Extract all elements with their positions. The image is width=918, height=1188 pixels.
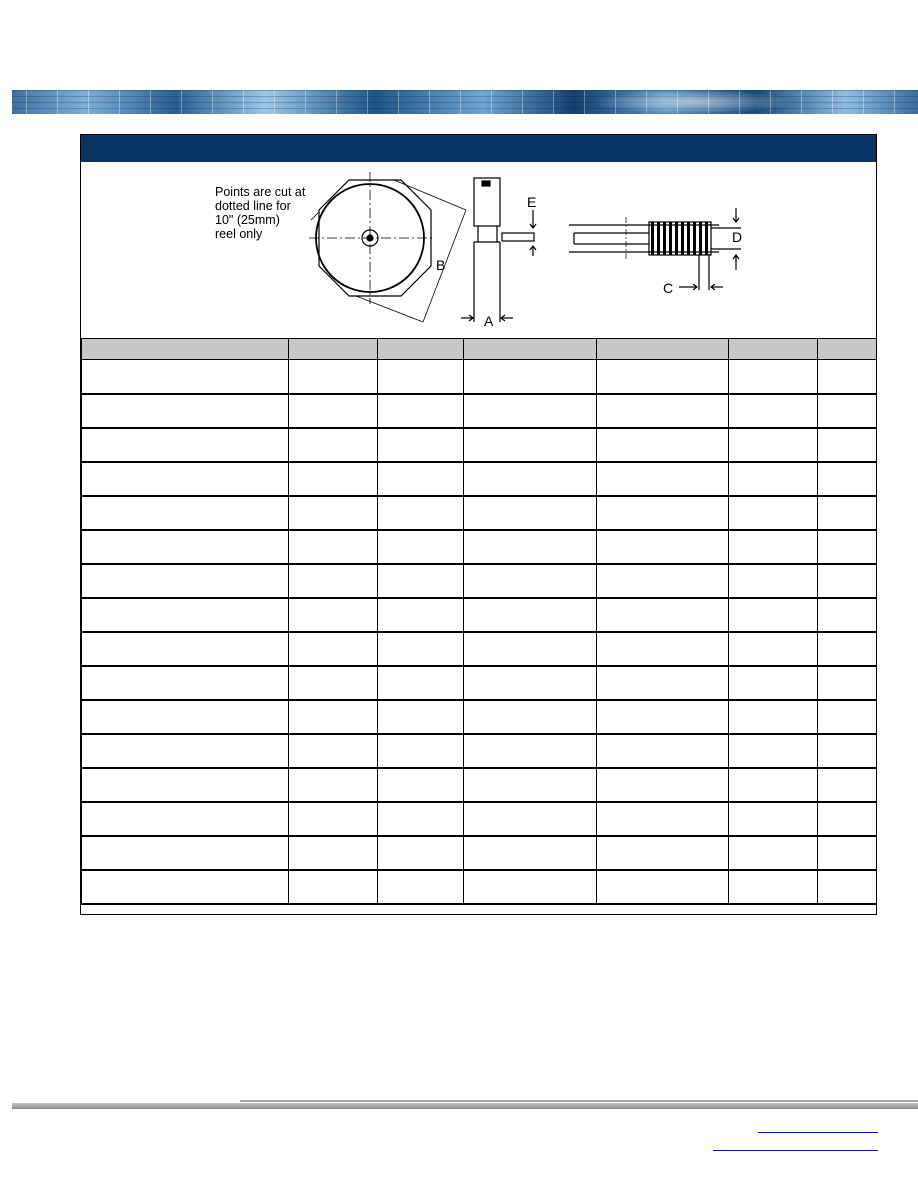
table-cell bbox=[82, 836, 289, 870]
table-cell bbox=[818, 428, 877, 462]
table-cell bbox=[729, 666, 818, 700]
table-cell bbox=[464, 802, 597, 836]
table-cell bbox=[82, 394, 289, 428]
table-cell bbox=[289, 700, 378, 734]
table-cell bbox=[464, 564, 597, 598]
table-cell bbox=[464, 666, 597, 700]
table-cell bbox=[289, 496, 378, 530]
table-cell bbox=[818, 598, 877, 632]
table-cell bbox=[289, 836, 378, 870]
table-cell bbox=[729, 734, 818, 768]
table-cell bbox=[818, 462, 877, 496]
panel-title bbox=[81, 135, 876, 162]
table-cell bbox=[818, 768, 877, 802]
table-row bbox=[82, 394, 877, 428]
table-cell bbox=[289, 462, 378, 496]
footer-rule-accent bbox=[240, 1100, 918, 1102]
table-cell bbox=[818, 496, 877, 530]
table-cell bbox=[289, 598, 378, 632]
reel-diagram bbox=[81, 162, 876, 337]
table-cell bbox=[597, 870, 729, 904]
table-cell bbox=[378, 734, 464, 768]
diagram-note: Points are cut at dotted line for 10" (25mm) reel only bbox=[215, 185, 306, 241]
table-row bbox=[82, 632, 877, 666]
table-cell bbox=[818, 394, 877, 428]
label-e: E bbox=[527, 194, 537, 210]
table-cell bbox=[289, 530, 378, 564]
reel-spec-table bbox=[81, 338, 877, 905]
table-cell bbox=[378, 700, 464, 734]
label-c: C bbox=[663, 280, 674, 296]
table-cell bbox=[289, 666, 378, 700]
table-cell bbox=[378, 768, 464, 802]
reel-dimensions-panel bbox=[80, 134, 877, 915]
column-header bbox=[597, 339, 729, 360]
table-cell bbox=[729, 802, 818, 836]
table-cell bbox=[289, 870, 378, 904]
label-b: B bbox=[436, 257, 446, 273]
table-cell bbox=[464, 734, 597, 768]
footer-rule bbox=[12, 1103, 918, 1109]
table-row bbox=[82, 768, 877, 802]
footer-link-1[interactable] bbox=[758, 1120, 878, 1133]
table-cell bbox=[729, 530, 818, 564]
table-cell bbox=[289, 632, 378, 666]
table-cell bbox=[378, 530, 464, 564]
table-cell bbox=[378, 428, 464, 462]
table-cell bbox=[597, 428, 729, 462]
table-cell bbox=[378, 870, 464, 904]
table-cell bbox=[818, 632, 877, 666]
table-cell bbox=[729, 462, 818, 496]
table-cell bbox=[597, 768, 729, 802]
table-cell bbox=[378, 496, 464, 530]
table-cell bbox=[378, 836, 464, 870]
table-cell bbox=[729, 632, 818, 666]
table-cell bbox=[597, 360, 729, 394]
table-cell bbox=[729, 598, 818, 632]
table-cell bbox=[464, 530, 597, 564]
table-cell bbox=[289, 564, 378, 598]
table-cell bbox=[464, 462, 597, 496]
table-cell bbox=[818, 836, 877, 870]
table-cell bbox=[818, 802, 877, 836]
table-cell bbox=[597, 666, 729, 700]
table-cell bbox=[597, 462, 729, 496]
table-cell bbox=[597, 700, 729, 734]
table-cell bbox=[597, 530, 729, 564]
table-cell bbox=[729, 870, 818, 904]
column-header bbox=[464, 339, 597, 360]
table-cell bbox=[82, 530, 289, 564]
table-cell bbox=[729, 836, 818, 870]
table-row bbox=[82, 802, 877, 836]
column-header bbox=[82, 339, 289, 360]
table-cell bbox=[82, 496, 289, 530]
table-cell bbox=[464, 496, 597, 530]
reel-side-hub bbox=[502, 233, 534, 241]
table-row bbox=[82, 734, 877, 768]
column-header bbox=[818, 339, 877, 360]
table-cell bbox=[82, 598, 289, 632]
table-cell bbox=[729, 394, 818, 428]
label-a: A bbox=[484, 313, 494, 329]
table-cell bbox=[464, 700, 597, 734]
column-header bbox=[378, 339, 464, 360]
table-cell bbox=[729, 700, 818, 734]
table-cell bbox=[378, 802, 464, 836]
table-cell bbox=[464, 870, 597, 904]
circuit-board-banner bbox=[12, 90, 918, 114]
table-cell bbox=[82, 564, 289, 598]
table-cell bbox=[597, 836, 729, 870]
table-cell bbox=[289, 428, 378, 462]
table-cell bbox=[82, 666, 289, 700]
table-cell bbox=[82, 734, 289, 768]
table-cell bbox=[597, 496, 729, 530]
table-row bbox=[82, 700, 877, 734]
table-cell bbox=[464, 360, 597, 394]
footer-link-2[interactable] bbox=[713, 1138, 878, 1151]
table-cell bbox=[378, 666, 464, 700]
table-row bbox=[82, 836, 877, 870]
table-cell bbox=[378, 394, 464, 428]
table-row bbox=[82, 530, 877, 564]
table-cell bbox=[464, 428, 597, 462]
table-cell bbox=[82, 802, 289, 836]
table-cell bbox=[82, 360, 289, 394]
table-row bbox=[82, 496, 877, 530]
table-cell bbox=[378, 360, 464, 394]
table-cell bbox=[818, 666, 877, 700]
table-cell bbox=[464, 836, 597, 870]
table-cell bbox=[818, 530, 877, 564]
column-header bbox=[729, 339, 818, 360]
table-cell bbox=[378, 632, 464, 666]
table-cell bbox=[818, 870, 877, 904]
table-cell bbox=[82, 700, 289, 734]
table-cell bbox=[818, 700, 877, 734]
table-row bbox=[82, 564, 877, 598]
table-cell bbox=[378, 462, 464, 496]
column-header bbox=[289, 339, 378, 360]
table-cell bbox=[818, 734, 877, 768]
table-cell bbox=[289, 360, 378, 394]
table-row bbox=[82, 360, 877, 394]
table-cell bbox=[597, 802, 729, 836]
table-cell bbox=[289, 768, 378, 802]
table-cell bbox=[82, 870, 289, 904]
table-cell bbox=[729, 360, 818, 394]
table-row bbox=[82, 428, 877, 462]
table-cell bbox=[82, 428, 289, 462]
table-cell bbox=[597, 564, 729, 598]
table-cell bbox=[597, 394, 729, 428]
table-cell bbox=[464, 632, 597, 666]
table-cell bbox=[729, 496, 818, 530]
table-cell bbox=[729, 428, 818, 462]
table-cell bbox=[82, 768, 289, 802]
table-cell bbox=[289, 734, 378, 768]
table-cell bbox=[82, 462, 289, 496]
table-cell bbox=[597, 598, 729, 632]
table-cell bbox=[597, 734, 729, 768]
table-cell bbox=[729, 768, 818, 802]
table-cell bbox=[82, 632, 289, 666]
table-cell bbox=[378, 598, 464, 632]
table-cell bbox=[729, 564, 818, 598]
table-row bbox=[82, 462, 877, 496]
table-cell bbox=[289, 802, 378, 836]
table-cell bbox=[464, 394, 597, 428]
table-cell bbox=[464, 598, 597, 632]
table-header-row bbox=[82, 339, 877, 360]
table-cell bbox=[818, 360, 877, 394]
table-row bbox=[82, 666, 877, 700]
table-cell bbox=[289, 394, 378, 428]
table-cell bbox=[378, 564, 464, 598]
table-row bbox=[82, 870, 877, 904]
label-d: D bbox=[732, 229, 743, 245]
table-cell bbox=[464, 768, 597, 802]
banner-glow bbox=[592, 90, 792, 114]
table-cell bbox=[597, 632, 729, 666]
table-row bbox=[82, 598, 877, 632]
table-cell bbox=[818, 564, 877, 598]
reel-drawing bbox=[81, 162, 876, 337]
